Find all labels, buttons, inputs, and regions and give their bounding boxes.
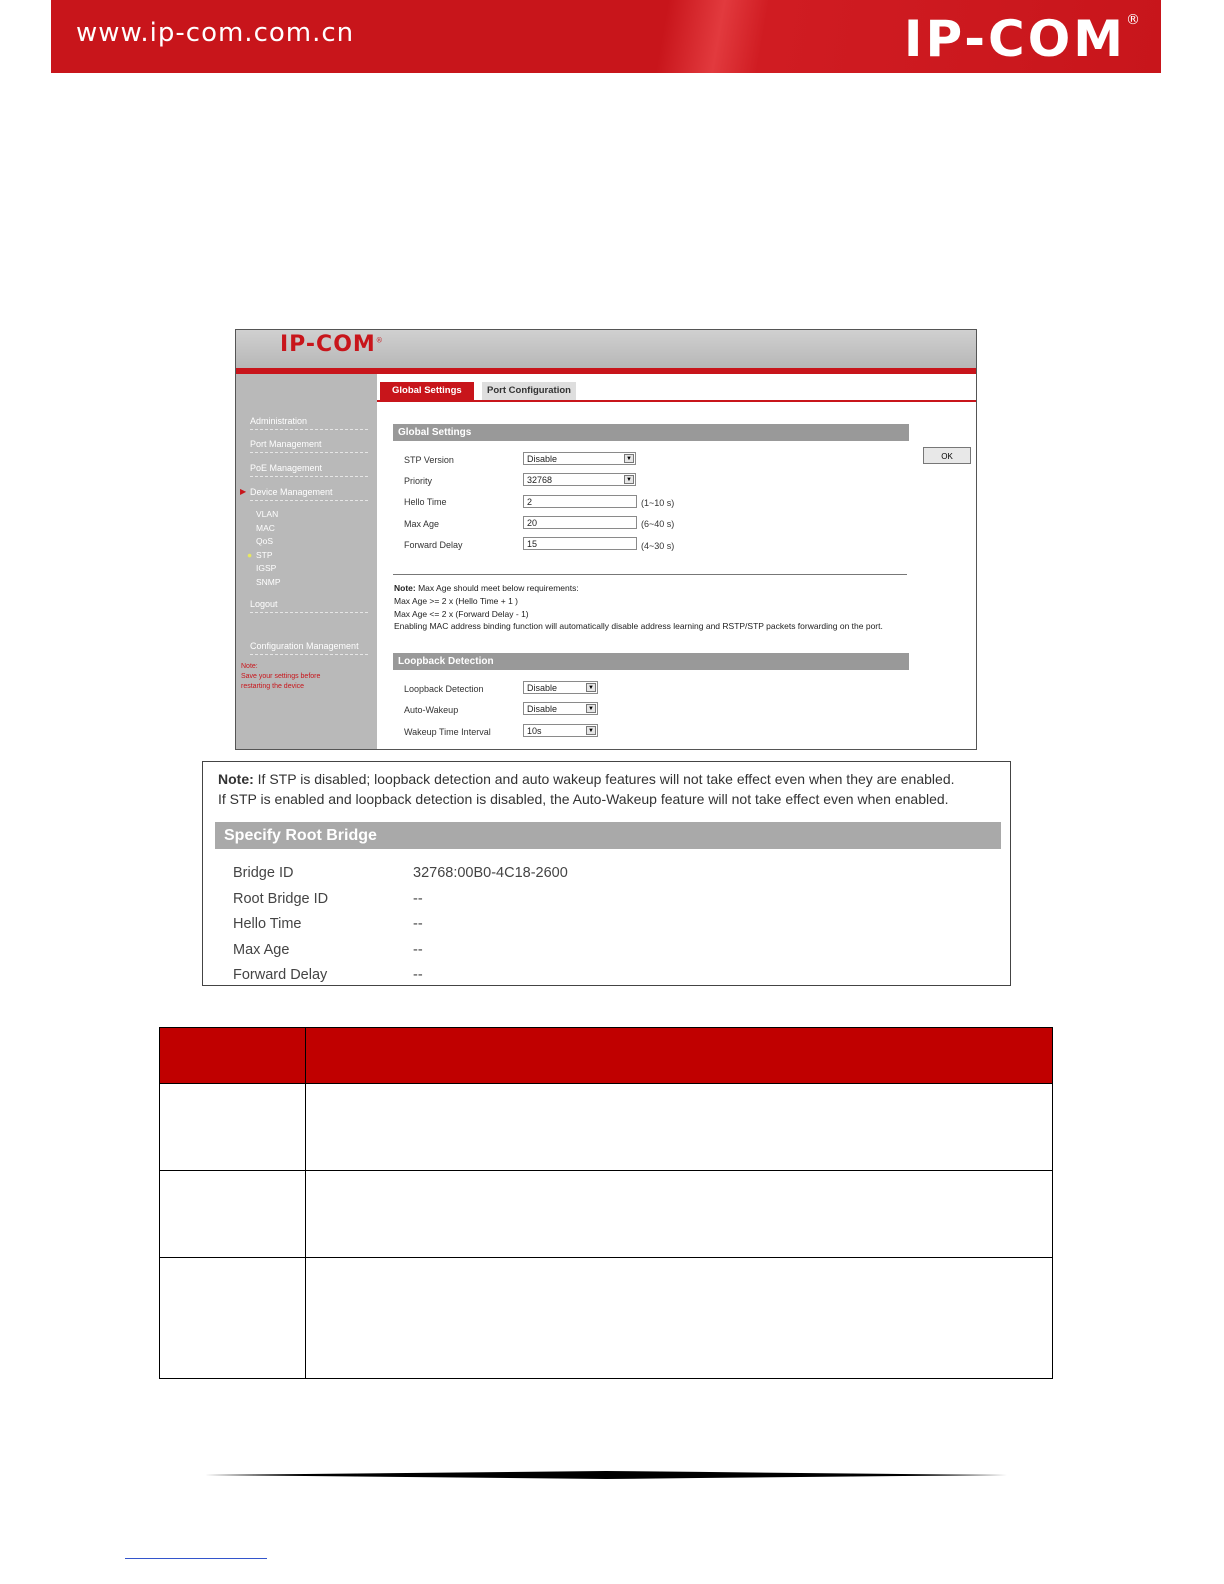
parameter-table xyxy=(159,1027,1053,1379)
auto-wakeup-value: Disable xyxy=(527,704,558,714)
hello-time-label: Hello Time xyxy=(404,497,447,507)
registered-mark: ® xyxy=(1126,12,1143,28)
note-line: Max Age >= 2 x (Hello Time + 1 ) xyxy=(394,596,519,606)
table-header-row xyxy=(160,1028,1053,1084)
footer-divider xyxy=(205,1471,1007,1479)
max-age-label: Max Age xyxy=(233,942,290,958)
root-bridge-id-label: Root Bridge ID xyxy=(233,891,329,907)
wakeup-time-interval-value: 10s xyxy=(527,726,542,736)
forward-delay-value: -- xyxy=(413,967,423,983)
ui-logo xyxy=(280,332,384,357)
stp-version-value: Disable xyxy=(527,454,558,464)
root-bridge-screenshot xyxy=(202,761,1011,986)
note-text: Max Age should meet below requirements: xyxy=(415,583,579,593)
note-line xyxy=(394,583,910,593)
sidebar-subitem-snmp[interactable]: SNMP xyxy=(256,577,281,587)
ui-registered-mark: ® xyxy=(375,336,384,345)
loopback-detection-label: Loopback Detection xyxy=(404,684,484,694)
stp-note-label: Note: xyxy=(218,771,254,787)
forward-delay-input[interactable]: 15 xyxy=(523,537,637,550)
sidebar-subitem-stp[interactable]: STP xyxy=(256,550,273,560)
loopback-detection-value: Disable xyxy=(527,683,558,693)
sidebar-note-line: Save your settings before xyxy=(241,673,321,680)
loopback-detection-header: Loopback Detection xyxy=(393,653,909,670)
priority-value: 32768 xyxy=(527,475,553,485)
priority-select[interactable] xyxy=(523,473,636,486)
bridge-id-value: 32768:00B0-4C18-2600 xyxy=(413,865,568,881)
stp-version-label: STP Version xyxy=(404,455,454,465)
stp-note-line xyxy=(218,771,955,787)
footer-link-underline xyxy=(125,1558,267,1559)
forward-delay-label: Forward Delay xyxy=(404,540,463,550)
note-label: Note: xyxy=(394,583,416,593)
dropdown-arrow-icon: ▼ xyxy=(624,454,634,463)
tab-underline xyxy=(377,400,976,402)
hello-time-label: Hello Time xyxy=(233,916,302,932)
document-header-banner xyxy=(51,0,1161,73)
sidebar-item-device-management[interactable]: Device Management xyxy=(250,487,368,501)
expand-arrow-icon: ▶ xyxy=(240,487,247,496)
tab-global-settings[interactable]: Global Settings xyxy=(380,382,474,400)
priority-label: Priority xyxy=(404,476,433,486)
table-row xyxy=(160,1258,1053,1379)
brand-logo-text: IP-COM xyxy=(903,10,1126,68)
hello-time-value: -- xyxy=(413,916,423,932)
table-row xyxy=(160,1084,1053,1171)
auto-wakeup-select[interactable] xyxy=(523,702,598,715)
sidebar-subitem-vlan[interactable]: VLAN xyxy=(256,509,279,519)
dropdown-arrow-icon: ▼ xyxy=(586,683,596,692)
ok-button[interactable]: OK xyxy=(923,447,971,464)
sidebar-item-port-management[interactable]: Port Management xyxy=(250,439,368,453)
table-header-cell xyxy=(160,1028,306,1084)
dropdown-arrow-icon: ▼ xyxy=(624,475,634,484)
sidebar-item-logout[interactable]: Logout xyxy=(250,599,368,613)
loopback-detection-select[interactable] xyxy=(523,681,598,694)
hello-time-input[interactable]: 2 xyxy=(523,495,637,508)
sidebar-subitem-mac[interactable]: MAC xyxy=(256,523,275,533)
stp-note-text: If STP is disabled; loopback detection and auto wakeup features will not take effect even when they are enabled. xyxy=(253,771,955,787)
table-row xyxy=(160,1171,1053,1258)
table-cell xyxy=(160,1171,306,1258)
sidebar-note-line: restarting the device xyxy=(241,683,305,690)
stp-note-line: If STP is enabled and loopback detection is disabled, the Auto-Wakeup feature will not take effect even when enabled. xyxy=(218,791,949,807)
max-age-value: -- xyxy=(413,942,423,958)
sidebar-item-administration[interactable]: Administration xyxy=(250,416,368,430)
hello-time-range: (1~10 s) xyxy=(641,498,675,508)
note-line: Enabling MAC address binding function will automatically disable address learning and RSTP/STP packets forwarding on the port. xyxy=(394,621,883,631)
sidebar-subitem-qos[interactable]: QoS xyxy=(256,536,274,546)
note-line: Max Age <= 2 x (Forward Delay - 1) xyxy=(394,609,529,619)
dropdown-arrow-icon: ▼ xyxy=(586,704,596,713)
stp-version-select[interactable] xyxy=(523,452,636,465)
tab-port-configuration[interactable]: Port Configuration xyxy=(482,382,576,400)
website-url: www.ip-com.com.cn xyxy=(76,18,355,48)
selected-marker-icon: ● xyxy=(247,550,253,560)
sidebar-note xyxy=(241,662,371,692)
sidebar-note-title: Note: xyxy=(241,663,258,670)
wakeup-time-interval-label: Wakeup Time Interval xyxy=(404,727,491,737)
max-age-label: Max Age xyxy=(404,519,440,529)
root-bridge-id-value: -- xyxy=(413,891,423,907)
table-cell xyxy=(160,1084,306,1171)
forward-delay-range: (4~30 s) xyxy=(641,541,675,551)
sidebar-subitem-igsp[interactable]: IGSP xyxy=(256,563,277,573)
table-cell xyxy=(306,1084,1053,1171)
sidebar-item-configuration-management[interactable]: Configuration Management xyxy=(250,641,368,655)
forward-delay-label: Forward Delay xyxy=(233,967,328,983)
ui-logo-text: IP-COM xyxy=(280,332,376,357)
global-settings-header: Global Settings xyxy=(393,424,909,441)
main-content xyxy=(377,374,976,749)
divider xyxy=(393,574,907,575)
brand-logo xyxy=(904,10,1143,68)
table-cell xyxy=(306,1171,1053,1258)
wakeup-time-interval-select[interactable] xyxy=(523,724,598,737)
stp-settings-screenshot xyxy=(235,329,977,750)
max-age-range: (6~40 s) xyxy=(641,519,675,529)
table-header-cell xyxy=(306,1028,1053,1084)
max-age-input[interactable]: 20 xyxy=(523,516,637,529)
sidebar-item-poe-management[interactable]: PoE Management xyxy=(250,463,368,477)
dropdown-arrow-icon: ▼ xyxy=(586,726,596,735)
ui-top-bar xyxy=(236,330,976,368)
auto-wakeup-label: Auto-Wakeup xyxy=(404,705,459,715)
bridge-id-label: Bridge ID xyxy=(233,865,294,881)
table-cell xyxy=(160,1258,306,1379)
specify-root-bridge-header: Specify Root Bridge xyxy=(215,822,1001,849)
sidebar xyxy=(236,374,377,749)
table-cell xyxy=(306,1258,1053,1379)
